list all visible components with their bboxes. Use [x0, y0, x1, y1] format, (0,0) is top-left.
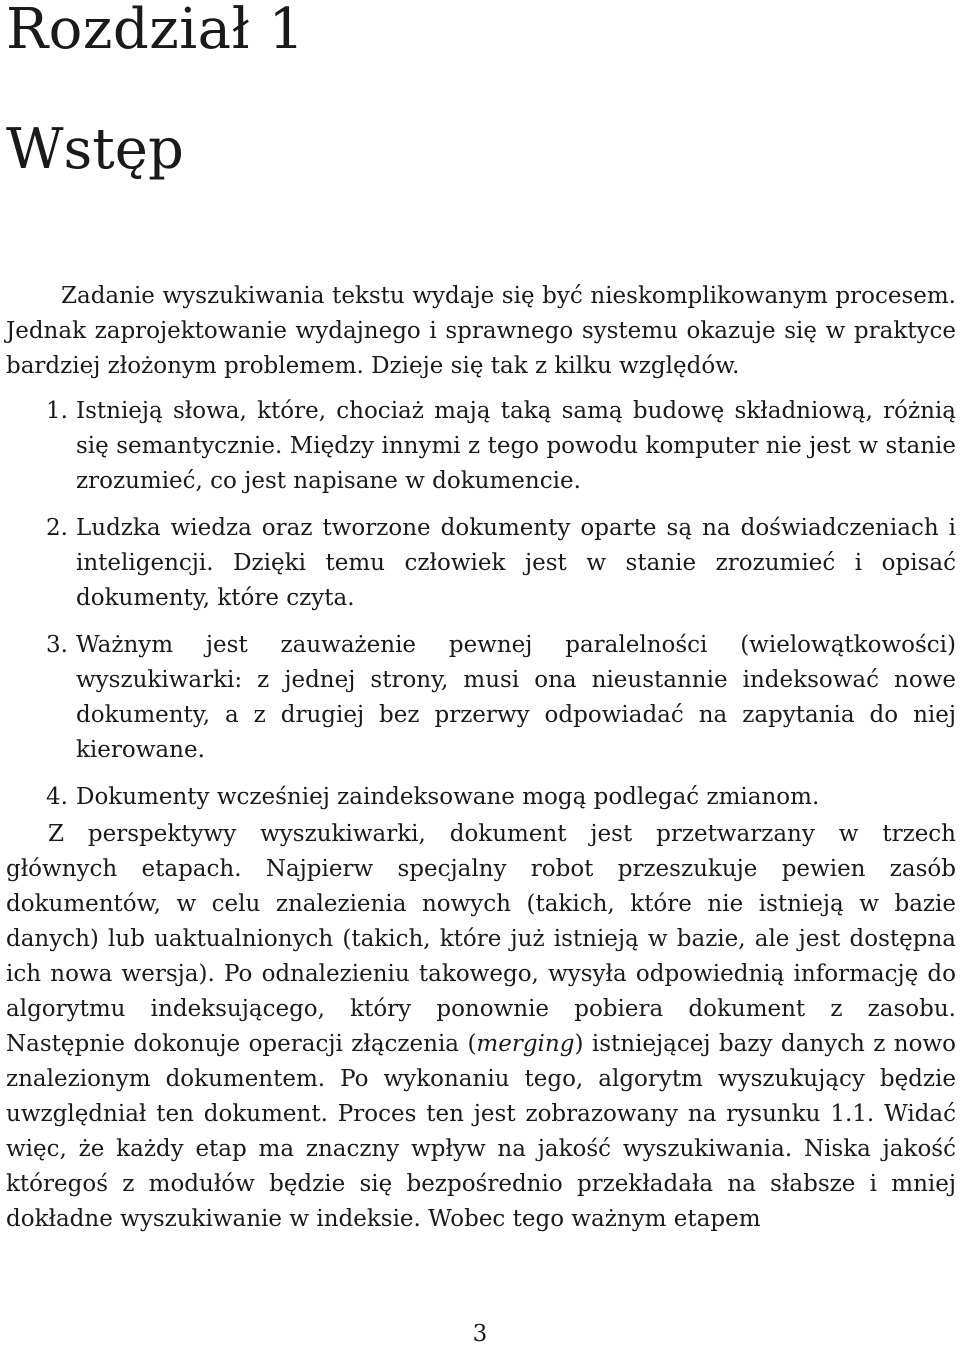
reasons-list [6, 394, 956, 815]
chapter-label: Rozdział 1 [6, 0, 305, 62]
list-item [46, 511, 956, 616]
chapter-body [6, 279, 956, 1237]
list-item-number: 4. [46, 784, 68, 810]
chapter-title: Wstęp [6, 117, 184, 182]
list-item-number: 2. [46, 515, 68, 541]
list-item [46, 780, 956, 815]
list-item-text: Ważnym jest zauważenie pewnej paralelności (wielowątkowości) wyszukiwarki: z jednej strony, musi ona nieustannie indeksować nowe dokumenty, a z drugiej bez przerwy odpowiadać na zapytania do niej kierowane. [76, 632, 956, 763]
intro-paragraph: Zadanie wyszukiwania tekstu wydaje się być nieskomplikowanym procesem. Jednak zaprojektowanie wydajnego i sprawnego systemu okazuje się w praktyce bardziej złożonym problemem. Dzieje się tak z kilku względów. [6, 283, 956, 379]
term-merging: merging [476, 1031, 575, 1057]
list-item-text: Ludzka wiedza oraz tworzone dokumenty oparte są na doświadczeniach i inteligencji. Dzięki temu człowiek jest w stanie zrozumieć i opisać dokumenty, które czyta. [76, 515, 956, 611]
list-item-text: Dokumenty wcześniej zaindeksowane mogą podlegać zmianom. [76, 784, 820, 810]
list-item-text: Istnieją słowa, które, chociaż mają taką samą budowę składniową, różnią się semantycznie. Między innymi z tego powodu komputer nie jest w stanie zrozumieć, co jest napisane w dokumencie. [76, 398, 956, 494]
body-text-part: Z perspektywy wyszukiwarki, dokument jest przetwarzany w trzech głównych etapach. Najpierw specjalny robot przeszukuje pewien zasób dokumentów, w celu znalezienia nowych (takich, które nie istnieją w bazie danych) lub uaktualnionych (takich, które już istnieją w bazie, ale jest dostępna ich nowa wersja). Po odnalezieniu takowego, wysyła odpowiednią informację do algorytmu indeksującego, który ponownie pobiera dokument z zasobu. Następnie dokonuje operacji złączenia ( [6, 821, 956, 1057]
body-paragraph [6, 817, 956, 1237]
body-text-part: ) istniejącej bazy danych z nowo znalezionym dokumentem. Po wykonaniu tego, algorytm wyszukujący będzie uwzględniał ten dokument. Proces ten jest zobrazowany na rysunku 1.1. Widać więc, że każdy etap ma znaczny wpływ na jakość wyszukiwania. Niska jakość któregoś z modułów będzie się bezpośrednio przekładała na słabsze i mniej dokładne wyszukiwanie w indeksie. Wobec tego ważnym etapem [6, 1031, 956, 1232]
list-item [46, 628, 956, 768]
list-item-number: 3. [46, 632, 68, 658]
list-item [46, 394, 956, 499]
list-item-number: 1. [46, 398, 68, 424]
page-number: 3 [472, 1321, 488, 1347]
